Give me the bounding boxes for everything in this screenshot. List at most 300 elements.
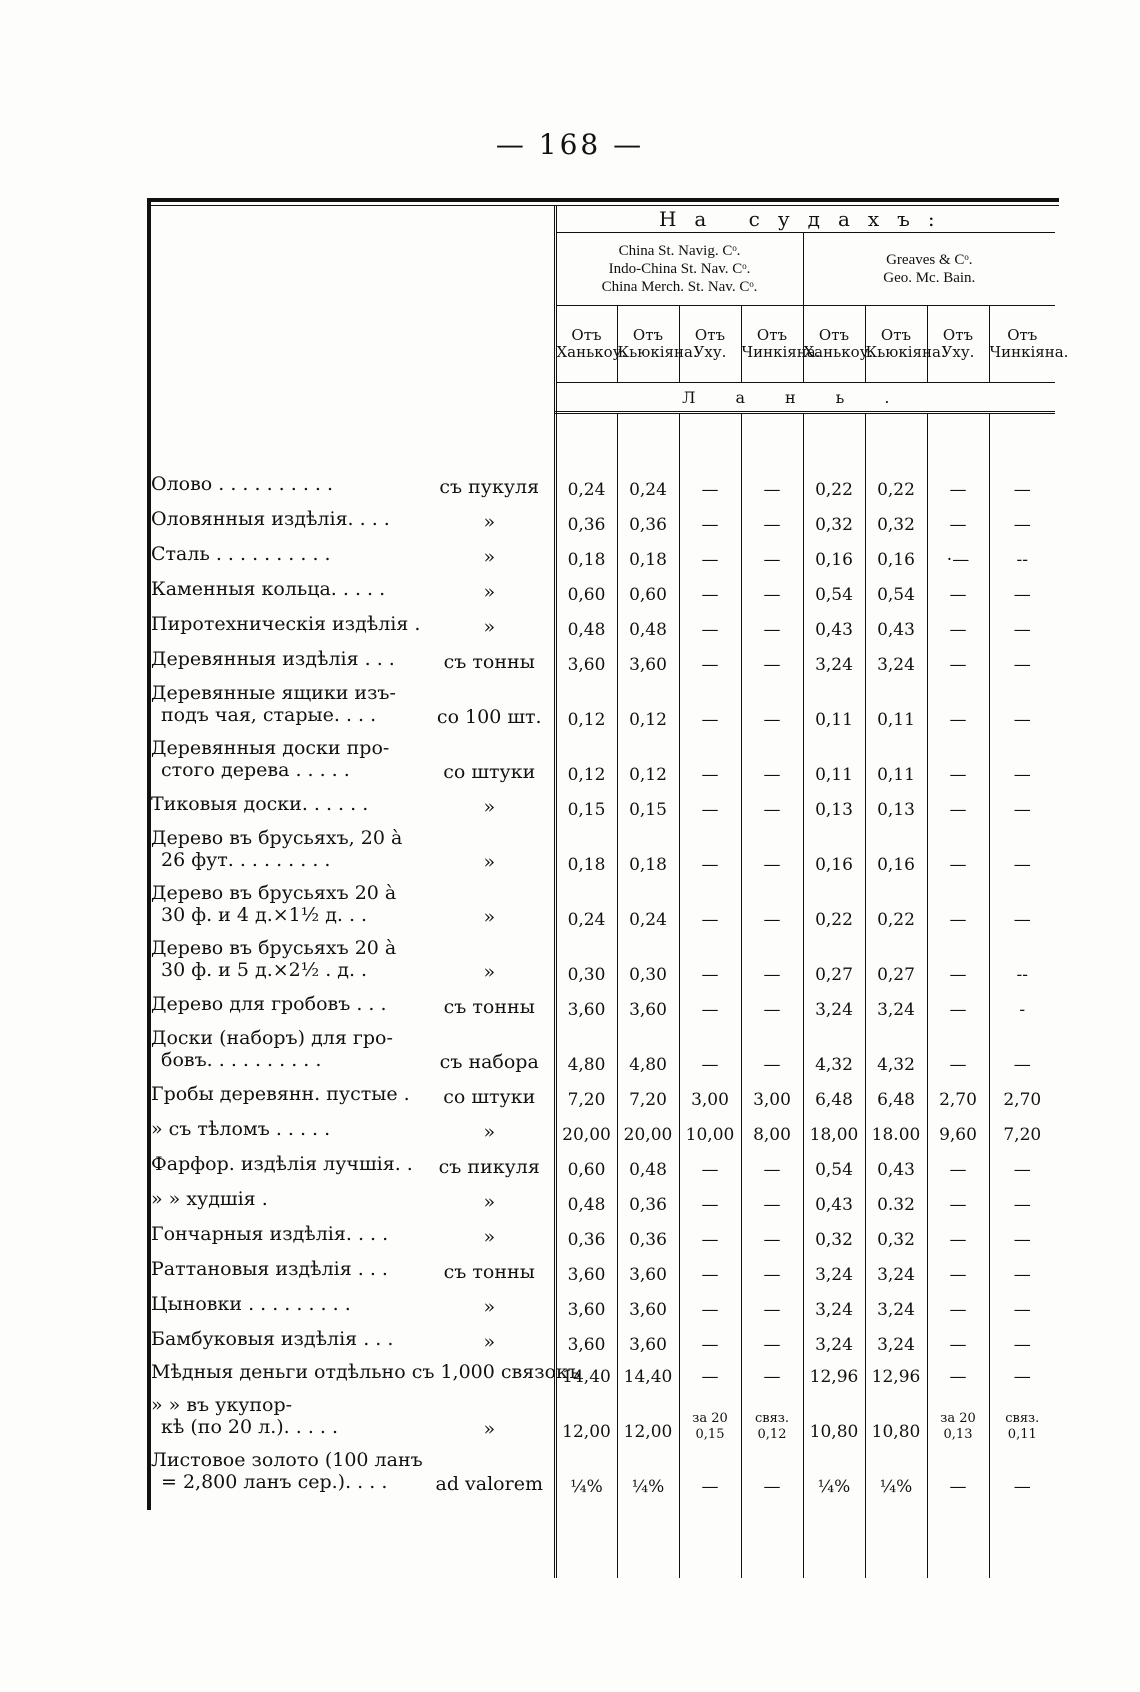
rate-cell: 3,60 [617, 1251, 679, 1286]
table-row [151, 676, 1055, 731]
rate-cell: — [927, 1181, 989, 1216]
rate-cell: — [741, 821, 803, 876]
rate-cell: — [741, 1021, 803, 1076]
rate-cell: за 20 0,13 [927, 1388, 989, 1443]
item-name-line: Гробы деревянн. пустые . [151, 1082, 410, 1105]
item-name [151, 731, 425, 786]
table-row [151, 1443, 1055, 1498]
item-unit: » [483, 1331, 496, 1353]
rate-cell: — [989, 1356, 1055, 1388]
table-row [151, 1216, 1055, 1251]
table-row [151, 1251, 1055, 1286]
rate-cell: — [989, 641, 1055, 676]
item-name-line: Сталь . . . . . . . . . . [151, 542, 331, 565]
rate-cell: 7,20 [617, 1076, 679, 1111]
origin-header-0: Отъ Ханькоу. [555, 306, 617, 383]
rate-cell: — [989, 821, 1055, 876]
item-name [151, 466, 425, 501]
company-group-1 [555, 233, 803, 306]
rate-cell: — [989, 1286, 1055, 1321]
rate-cell: ¼% [555, 1443, 617, 1498]
rate-cell: 10,80 [865, 1388, 927, 1443]
item-name-line: Гончарныя издѣлія. . . . [151, 1222, 389, 1245]
rate-cell: — [679, 1251, 741, 1286]
rate-cell: 0,30 [617, 931, 679, 986]
rate-cell: 3,24 [865, 986, 927, 1021]
rate-cell: 0.32 [865, 1181, 927, 1216]
rate-cell: 0,43 [803, 606, 865, 641]
item-name [151, 1321, 425, 1356]
rate-cell: — [927, 931, 989, 986]
item-name-line: Дерево въ брусьяхъ 20 à [151, 936, 397, 959]
rate-cell: 12,00 [617, 1388, 679, 1443]
rate-cell: 0,18 [555, 821, 617, 876]
rate-cell: 0,36 [617, 1181, 679, 1216]
rate-cell: 0,43 [865, 1146, 927, 1181]
item-name [151, 1356, 580, 1388]
rate-cell: — [679, 641, 741, 676]
rate-cell: — [927, 1443, 989, 1498]
rate-cell: — [927, 641, 989, 676]
rate-cell: — [679, 1181, 741, 1216]
rate-cell: — [741, 1321, 803, 1356]
item-unit: съ набора [439, 1051, 539, 1073]
rate-cell: 3,00 [741, 1076, 803, 1111]
rate-cell: 0,22 [865, 466, 927, 501]
table-row [151, 1076, 1055, 1111]
item-unit: » [483, 1296, 496, 1318]
rate-cell: — [989, 466, 1055, 501]
company-1: China St. Navig. Cᵒ. [618, 243, 741, 259]
rate-cell: 10,80 [803, 1388, 865, 1443]
rate-cell: — [989, 1146, 1055, 1181]
rate-cell: — [679, 731, 741, 786]
rate-cell: связ. 0,11 [989, 1388, 1055, 1443]
rate-cell: 6,48 [865, 1076, 927, 1111]
item-unit: » [483, 1121, 496, 1143]
rate-cell: 0,13 [803, 786, 865, 821]
item-unit: » [483, 546, 496, 568]
origin-header-3: Отъ Чинкіяна. [741, 306, 803, 383]
rate-cell: — [741, 786, 803, 821]
table-row [151, 1321, 1055, 1356]
rate-cell: — [741, 466, 803, 501]
rate-cell: 0,18 [617, 536, 679, 571]
rate-cell: 0,27 [865, 931, 927, 986]
rate-cell: 0,36 [555, 1216, 617, 1251]
rate-cell: 0,12 [617, 676, 679, 731]
table-row [151, 571, 1055, 606]
rate-cell: 0,22 [803, 876, 865, 931]
rate-cell: 0,27 [803, 931, 865, 986]
item-name-line: » съ тѣломъ . . . . . [151, 1117, 331, 1140]
table-row [151, 501, 1055, 536]
rate-cell: — [927, 731, 989, 786]
rate-cell: 3,60 [617, 1321, 679, 1356]
rate-cell: — [679, 466, 741, 501]
rate-cell: — [679, 931, 741, 986]
rate-cell: 7,20 [989, 1111, 1055, 1146]
item-unit: » [483, 511, 496, 533]
item-name-line: 30 ф. и 4 д.⨯1½ д. . . [161, 903, 368, 926]
company-3: China Merch. St. Nav. Cᵒ. [601, 279, 758, 295]
rate-cell: — [989, 1251, 1055, 1286]
item-name-line: Дерево въ брусьяхъ 20 à [151, 881, 397, 904]
rate-cell: — [679, 571, 741, 606]
item-name-line: Олово . . . . . . . . . . [151, 472, 334, 495]
table-row [151, 821, 1055, 876]
rate-cell: — [741, 501, 803, 536]
rate-cell: 0,22 [865, 876, 927, 931]
rate-cell: — [989, 501, 1055, 536]
rate-cell: — [679, 821, 741, 876]
table-row [151, 1181, 1055, 1216]
rate-cell: 4,80 [555, 1021, 617, 1076]
rate-cell: 20,00 [617, 1111, 679, 1146]
item-name [151, 1181, 425, 1216]
rate-cell: — [989, 1021, 1055, 1076]
rate-cell: ¼% [803, 1443, 865, 1498]
rate-cell: — [927, 876, 989, 931]
item-name-line: Деревянныя издѣлія . . . [151, 647, 395, 670]
rate-cell: 0,54 [803, 1146, 865, 1181]
rate-cell: 3,60 [555, 986, 617, 1021]
unit-header-lan: Лань. [555, 383, 1055, 413]
rate-cell: — [927, 571, 989, 606]
rate-cell: — [741, 536, 803, 571]
item-name [151, 1111, 425, 1146]
rate-cell: — [989, 876, 1055, 931]
header-blank [151, 206, 555, 413]
table-row [151, 536, 1055, 571]
rate-cell: 0,13 [865, 786, 927, 821]
item-name [151, 571, 425, 606]
item-name-line: 30 ф. и 5 д.⨯2½ . д. . [161, 958, 368, 981]
item-unit: съ тонны [443, 996, 535, 1018]
rate-cell: 3,24 [803, 1321, 865, 1356]
item-name [151, 876, 425, 931]
rate-cell: 3,24 [803, 1286, 865, 1321]
rate-cell: — [989, 606, 1055, 641]
rate-cell: 0,36 [617, 501, 679, 536]
rate-cell: 4,80 [617, 1021, 679, 1076]
origin-header-5: Отъ Кьюкіяна. [865, 306, 927, 383]
item-unit: » [483, 616, 496, 638]
item-name [151, 676, 425, 731]
item-unit: ad valorem [435, 1473, 543, 1495]
item-unit: со штуки [443, 1086, 536, 1108]
rate-cell: — [741, 986, 803, 1021]
item-name-line: » » въ укупор- [151, 1393, 293, 1416]
origin-header-2: Отъ Уху. [679, 306, 741, 383]
rate-cell: — [679, 1443, 741, 1498]
item-name-line: Раттановыя издѣлія . . . [151, 1257, 388, 1280]
table-row [151, 876, 1055, 931]
rate-cell: 6,48 [803, 1076, 865, 1111]
rate-cell: 0,32 [803, 1216, 865, 1251]
rate-cell: 0,54 [803, 571, 865, 606]
rate-cell: 3,60 [555, 1286, 617, 1321]
rate-cell: — [741, 731, 803, 786]
rate-cell: - [989, 986, 1055, 1021]
rate-cell: — [679, 1321, 741, 1356]
rate-cell: — [741, 1251, 803, 1286]
rate-cell: — [927, 1146, 989, 1181]
rate-cell: — [679, 876, 741, 931]
rate-cell: 0,16 [803, 536, 865, 571]
rate-cell: 2,70 [989, 1076, 1055, 1111]
item-name-line: Листовое золото (100 ланъ [151, 1448, 423, 1471]
item-name-line: Каменныя кольца. . . . . [151, 577, 386, 600]
rate-cell: — [679, 676, 741, 731]
rate-cell: — [741, 641, 803, 676]
rate-cell: — [927, 1216, 989, 1251]
rate-cell: 3,24 [865, 1286, 927, 1321]
rate-cell: -- [989, 536, 1055, 571]
rate-cell: 0,24 [555, 466, 617, 501]
item-unit: » [483, 851, 496, 873]
item-name [151, 1251, 425, 1286]
item-name-line: подъ чая, старые. . . . [161, 703, 377, 726]
table-row [151, 731, 1055, 786]
item-name-line: Пиротехническія издѣлія . [151, 612, 421, 635]
rate-cell: — [741, 1286, 803, 1321]
rate-cell: — [927, 606, 989, 641]
rate-cell: 0,18 [555, 536, 617, 571]
rate-cell: 3,60 [555, 1321, 617, 1356]
rate-cell: 0,36 [617, 1216, 679, 1251]
item-name [151, 1216, 425, 1251]
rate-cell: 0,12 [617, 731, 679, 786]
rate-cell: — [989, 1181, 1055, 1216]
page-number: — 168 — [495, 128, 645, 161]
item-unit: » [483, 796, 496, 818]
item-name [151, 1388, 425, 1443]
rate-cell: 0,48 [617, 606, 679, 641]
rate-cell: 0,30 [555, 931, 617, 986]
table-footer-space [151, 1498, 1055, 1578]
rate-cell: — [927, 501, 989, 536]
table-row [151, 986, 1055, 1021]
rate-cell: 0,60 [555, 1146, 617, 1181]
item-unit: съ пикуля [438, 1156, 540, 1178]
rate-cell: 0,24 [555, 876, 617, 931]
rate-cell: 9,60 [927, 1111, 989, 1146]
item-unit: со штуки [443, 761, 536, 783]
rate-cell: 0,15 [617, 786, 679, 821]
rate-cell: — [989, 676, 1055, 731]
item-name-line: Фарфор. издѣлія лучшія. . [151, 1152, 413, 1175]
item-name-line: кѣ (по 20 л.). . . . . [161, 1415, 339, 1438]
rate-cell: — [741, 1181, 803, 1216]
item-name [151, 1286, 425, 1321]
ships-header: На судахъ: [555, 206, 1055, 233]
rate-cell: — [927, 1251, 989, 1286]
item-unit: со 100 шт. [436, 706, 542, 728]
rate-cell: -- [989, 931, 1055, 986]
rate-cell: — [927, 1321, 989, 1356]
company-group-2 [803, 233, 1055, 306]
rate-cell: 0,11 [803, 731, 865, 786]
rate-cell: 18,00 [803, 1111, 865, 1146]
item-name [151, 501, 425, 536]
rate-cell: — [679, 986, 741, 1021]
rate-cell: — [679, 501, 741, 536]
rate-cell: — [679, 1356, 741, 1388]
rate-cell: — [927, 466, 989, 501]
header-spacer [151, 413, 1055, 467]
rate-cell: 0,24 [617, 876, 679, 931]
rate-cell: — [741, 571, 803, 606]
rate-cell: — [679, 536, 741, 571]
rate-cell: 12,00 [555, 1388, 617, 1443]
rate-cell: 3,60 [555, 1251, 617, 1286]
table-row [151, 641, 1055, 676]
rate-cell: связ. 0,12 [741, 1388, 803, 1443]
rate-cell: 0,48 [555, 606, 617, 641]
rate-cell: 0,11 [803, 676, 865, 731]
item-name-line: Деревянныя доски про- [151, 736, 390, 759]
table-row [151, 1356, 1055, 1388]
table-row [151, 1021, 1055, 1076]
rate-cell: — [927, 1286, 989, 1321]
rate-cell: — [989, 571, 1055, 606]
item-unit: съ пукуля [439, 476, 540, 498]
table-row [151, 606, 1055, 641]
rate-cell: 3,60 [617, 1286, 679, 1321]
rate-cell: 12,96 [803, 1356, 865, 1388]
item-name [151, 1146, 425, 1181]
rate-cell: 0,32 [865, 1216, 927, 1251]
item-name-line: Цыновки . . . . . . . . . [151, 1292, 351, 1315]
rate-cell: — [679, 1216, 741, 1251]
rate-cell: — [741, 1443, 803, 1498]
rate-cell: 3,00 [679, 1076, 741, 1111]
rate-cell: — [927, 676, 989, 731]
item-name-line: Деревянные ящики изъ- [151, 681, 396, 704]
item-name [151, 1076, 425, 1111]
rate-cell: 18.00 [865, 1111, 927, 1146]
table-row [151, 1146, 1055, 1181]
item-unit: » [483, 1226, 496, 1248]
rate-cell: 3,24 [865, 641, 927, 676]
table-row [151, 931, 1055, 986]
item-name [151, 931, 425, 986]
rate-cell: — [989, 786, 1055, 821]
item-name-line: стого дерева . . . . . [161, 758, 350, 781]
item-name-line: » » худшія . [151, 1187, 268, 1210]
rate-cell: — [741, 1216, 803, 1251]
rate-cell: 0,18 [617, 821, 679, 876]
rate-cell: 0,43 [865, 606, 927, 641]
item-name [151, 986, 425, 1021]
rate-cell: — [679, 786, 741, 821]
rate-cell: — [679, 1021, 741, 1076]
rate-cell: 0,16 [865, 821, 927, 876]
item-name-line: Тиковыя доски. . . . . . [151, 792, 369, 815]
rate-cell: 0,24 [617, 466, 679, 501]
table-top-rule [147, 198, 1059, 202]
rate-cell: 0,60 [555, 571, 617, 606]
rate-cell: 0,16 [803, 821, 865, 876]
item-name [151, 786, 425, 821]
rate-cell: 0,22 [803, 466, 865, 501]
rate-cell: 3,24 [803, 1251, 865, 1286]
item-name-line: Доски (наборъ) для гро- [151, 1026, 393, 1049]
rate-cell: 10,00 [679, 1111, 741, 1146]
item-name-line: Дерево для гробовъ . . . [151, 992, 387, 1015]
rate-cell: — [741, 1356, 803, 1388]
rate-cell: — [741, 606, 803, 641]
company-5: Geo. Mc. Bain. [883, 270, 976, 286]
rate-cell: — [927, 821, 989, 876]
rate-cell: — [741, 1146, 803, 1181]
item-name-line: Бамбуковыя издѣлія . . . [151, 1327, 394, 1350]
rate-cell: — [989, 1443, 1055, 1498]
rate-cell: 4,32 [803, 1021, 865, 1076]
rate-cell: 3,60 [617, 986, 679, 1021]
item-name [151, 1021, 425, 1076]
tariff-table [151, 206, 1069, 1578]
rate-cell: 8,00 [741, 1111, 803, 1146]
rate-cell: — [989, 1216, 1055, 1251]
item-name-line: Мѣдныя деньги отдѣльно съ 1,000 связокъ [151, 1361, 580, 1383]
rate-cell: 0,15 [555, 786, 617, 821]
item-unit: » [483, 1418, 496, 1440]
rate-cell: 12,96 [865, 1356, 927, 1388]
rate-cell: — [989, 731, 1055, 786]
item-name-line: 26 фут. . . . . . . . . [161, 848, 331, 871]
table-row [151, 1111, 1055, 1146]
origin-header-1: Отъ Кьюкіяна. [617, 306, 679, 383]
rate-cell: 3,60 [617, 641, 679, 676]
rate-cell: — [679, 1146, 741, 1181]
rate-cell: — [927, 786, 989, 821]
item-unit: » [483, 581, 496, 603]
rate-cell: 0,48 [555, 1181, 617, 1216]
rate-cell: 0,48 [617, 1146, 679, 1181]
rate-cell: 0,12 [555, 731, 617, 786]
rate-cell: — [679, 1286, 741, 1321]
rate-cell: 0,16 [865, 536, 927, 571]
rate-cell: 3,24 [803, 641, 865, 676]
origin-header-6: Отъ Уху. [927, 306, 989, 383]
rate-cell: 7,20 [555, 1076, 617, 1111]
rate-cell: 0,54 [865, 571, 927, 606]
item-unit: » [483, 906, 496, 928]
rate-cell: ¼% [617, 1443, 679, 1498]
origin-header-7: Отъ Чинкіяна. [989, 306, 1055, 383]
table-row [151, 1286, 1055, 1321]
rate-cell: ·— [927, 536, 989, 571]
item-name [151, 821, 425, 876]
origin-header-4: Отъ Ханькоу. [803, 306, 865, 383]
item-name [151, 641, 425, 676]
item-name-line: = 2,800 ланъ сер.). . . . [161, 1470, 388, 1493]
rate-cell: 0,36 [555, 501, 617, 536]
rate-cell: ¼% [865, 1443, 927, 1498]
company-2: Indo-China St. Nav. Cᵒ. [608, 261, 751, 277]
rate-cell: 0,32 [865, 501, 927, 536]
rate-cell: 20,00 [555, 1111, 617, 1146]
rate-cell: 0,60 [617, 571, 679, 606]
table-row [151, 786, 1055, 821]
rate-cell: — [741, 876, 803, 931]
rate-cell: — [989, 1321, 1055, 1356]
rate-cell: — [927, 986, 989, 1021]
item-unit: » [483, 961, 496, 983]
table-header [151, 206, 1069, 466]
